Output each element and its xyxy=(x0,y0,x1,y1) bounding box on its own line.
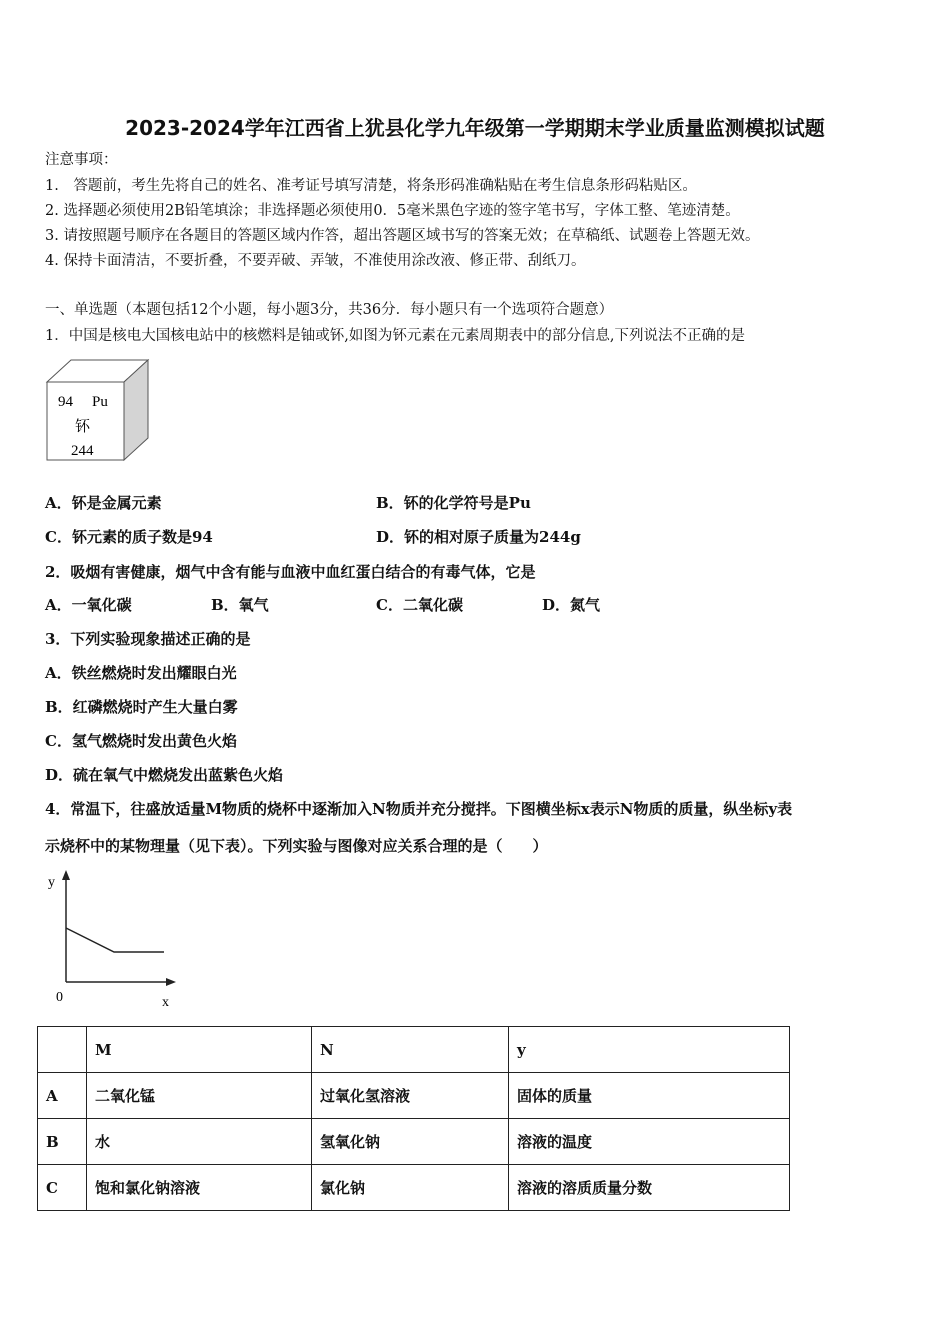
option: B．钚的化学符号是Pu xyxy=(376,494,531,512)
question-4-stem: 示烧杯中的某物理量（见下表）。下列实验与图像对应关系合理的是（ ） xyxy=(45,837,548,855)
page-title: 2023-2024学年江西省上犹县化学九年级第一学期期末学业质量监测模拟试题 xyxy=(125,116,825,140)
option: A．钚是金属元素 xyxy=(45,494,162,512)
element-symbol: Pu xyxy=(92,394,108,410)
option: B．氧气 xyxy=(211,596,269,614)
question-2-stem: 2．吸烟有害健康，烟气中含有能与血液中血红蛋白结合的有毒气体，它是 xyxy=(45,563,536,581)
element-number: 94 xyxy=(58,394,73,410)
option: C．二氧化碳 xyxy=(376,596,463,614)
notice-item: 3. 请按照题号顺序在各题目的答题区域内作答，超出答题区域书写的答案无效；在草稿纸、试题卷上答题无效。 xyxy=(45,228,760,244)
table-row xyxy=(38,1119,790,1165)
table-row xyxy=(38,1073,790,1119)
graph-figure xyxy=(40,866,190,1012)
table-cell xyxy=(38,1027,87,1073)
y-axis-label: y xyxy=(48,875,55,890)
table-cell: 饱和氯化钠溶液 xyxy=(87,1165,312,1211)
table-cell: 氢氧化钠 xyxy=(312,1119,509,1165)
table-cell: 水 xyxy=(87,1119,312,1165)
table-row xyxy=(38,1165,790,1211)
table-cell: A xyxy=(38,1073,87,1119)
notice-item: 4. 保持卡面清洁，不要折叠，不要弄破、弄皱，不准使用涂改液、修正带、刮纸刀。 xyxy=(45,253,586,269)
question-4-table xyxy=(37,1026,790,1211)
question-1-stem: 1．中国是核电大国核电站中的核燃料是铀或钚,如图为钚元素在元素周期表中的部分信息,下列说法不正确的是 xyxy=(45,328,745,344)
header-cell: M xyxy=(87,1027,312,1073)
table-cell: 溶液的温度 xyxy=(509,1119,790,1165)
option: A．铁丝燃烧时发出耀眼白光 xyxy=(45,664,237,682)
table-cell: 过氧化氢溶液 xyxy=(312,1073,509,1119)
section-heading: 一、单选题（本题包括12个小题，每小题3分，共36分．每小题只有一个选项符合题意） xyxy=(45,302,614,318)
notice-item: 2. 选择题必须使用2B铅笔填涂；非选择题必须使用0．5毫米黑色字迹的签字笔书写，字体工整、笔迹清楚。 xyxy=(45,203,740,219)
table-cell: 溶液的溶质质量分数 xyxy=(509,1165,790,1211)
table-cell: 氯化钠 xyxy=(312,1165,509,1211)
origin-label: 0 xyxy=(56,990,63,1005)
graph-line xyxy=(66,928,164,952)
header-cell: N xyxy=(312,1027,509,1073)
question-4-stem: 4．常温下，往盛放适量M物质的烧杯中逐渐加入N物质并充分搅拌。下图横坐标x表示N物质的质量，纵坐标y表 xyxy=(45,800,793,818)
element-cell-figure xyxy=(44,358,154,464)
element-name: 钚 xyxy=(75,417,91,435)
option: B．红磷燃烧时产生大量白雾 xyxy=(45,698,238,716)
option: A．一氧化碳 xyxy=(45,596,132,614)
notice-item: 1. 答题前，考生先将自己的姓名、准考证号填写清楚，将条形码准确粘贴在考生信息条形码粘贴区。 xyxy=(45,178,697,194)
x-axis-label: x xyxy=(162,995,169,1010)
header-cell: y xyxy=(509,1027,790,1073)
table-cell: C xyxy=(38,1165,87,1211)
table-cell: 固体的质量 xyxy=(509,1073,790,1119)
option: D．钚的相对原子质量为244g xyxy=(376,528,581,546)
option: C．钚元素的质子数是94 xyxy=(45,528,213,546)
table-cell: 二氧化锰 xyxy=(87,1073,312,1119)
table-cell: B xyxy=(38,1119,87,1165)
table-header-row xyxy=(38,1027,790,1073)
option: C．氢气燃烧时发出黄色火焰 xyxy=(45,732,237,750)
notice-heading: 注意事项： xyxy=(45,152,118,168)
option: D．硫在氧气中燃烧发出蓝紫色火焰 xyxy=(45,766,284,784)
option: D．氮气 xyxy=(542,596,601,614)
question-3-stem: 3．下列实验现象描述正确的是 xyxy=(45,630,251,648)
element-mass: 244 xyxy=(71,443,94,459)
